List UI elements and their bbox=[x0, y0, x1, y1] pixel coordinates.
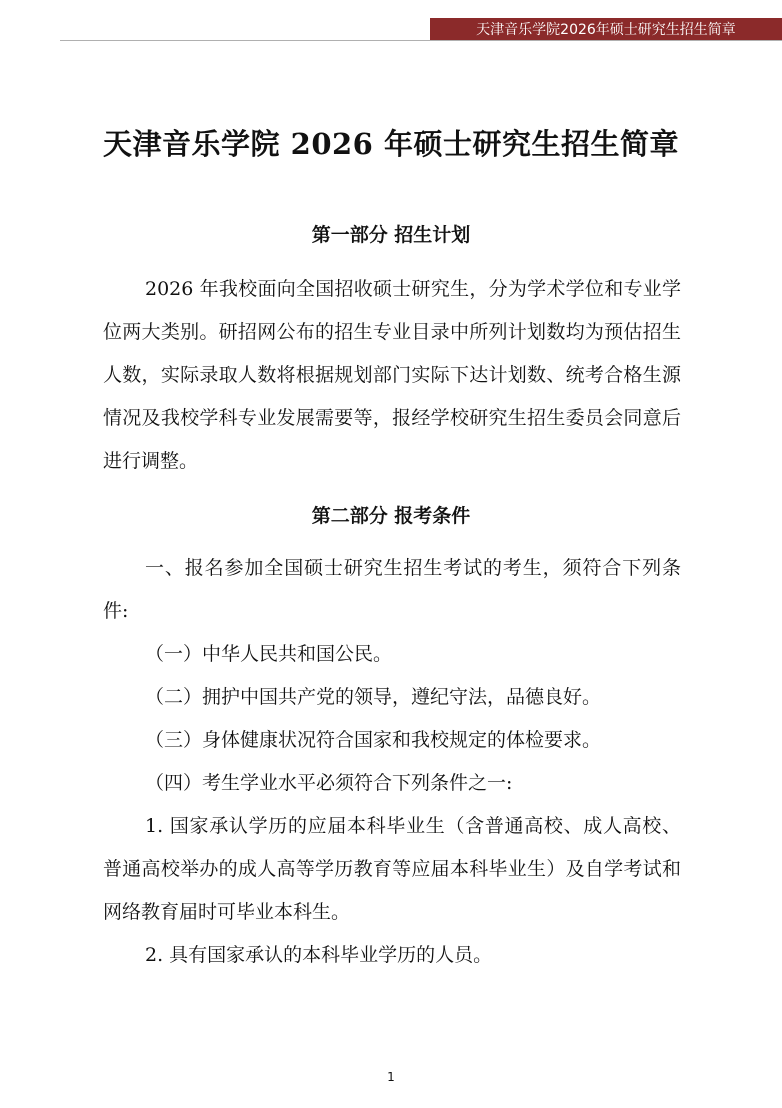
running-header-title: 天津音乐学院2026年硕士研究生招生简章 bbox=[476, 22, 736, 38]
sub-condition-2: 2. 具有国家承认的本科毕业学历的人员。 bbox=[145, 944, 493, 966]
condition-item-4: （四）考生学业水平必须符合下列条件之一: bbox=[145, 772, 513, 794]
part1-heading: 第一部分 招生计划 bbox=[311, 224, 471, 246]
condition-item-1: （一）中华人民共和国公民。 bbox=[145, 643, 393, 665]
condition-item-2: （二）拥护中国共产党的领导，遵纪守法，品德良好。 bbox=[145, 686, 602, 708]
part2-heading: 第二部分 报考条件 bbox=[311, 505, 471, 527]
condition-item-3: （三）身体健康状况符合国家和我校规定的体检要求。 bbox=[145, 729, 602, 751]
part2-intro: 一、报名参加全国硕士研究生招生考试的考生，须符合下列条件: bbox=[103, 557, 681, 622]
running-header-bar bbox=[430, 18, 782, 40]
part1-paragraph: 2026 年我校面向全国招收硕士研究生，分为学术学位和专业学位两大类别。研招网公布的招生专业目录中所列计划数均为预估招生人数，实际录取人数将根据规划部门实际下达计划数、统考合格生源情况及我校学科专业发展需要等，报经学校研究生招生委员会同意后进行调整。 bbox=[103, 278, 681, 472]
header-rule bbox=[60, 40, 782, 41]
page-number: 1 bbox=[387, 1070, 395, 1084]
document-title: 天津音乐学院 2026 年硕士研究生招生简章 bbox=[103, 127, 679, 161]
sub-condition-1: 1. 国家承认学历的应届本科毕业生（含普通高校、成人高校、普通高校举办的成人高等学历教育等应届本科毕业生）及自学考试和网络教育届时可毕业本科生。 bbox=[103, 815, 681, 923]
